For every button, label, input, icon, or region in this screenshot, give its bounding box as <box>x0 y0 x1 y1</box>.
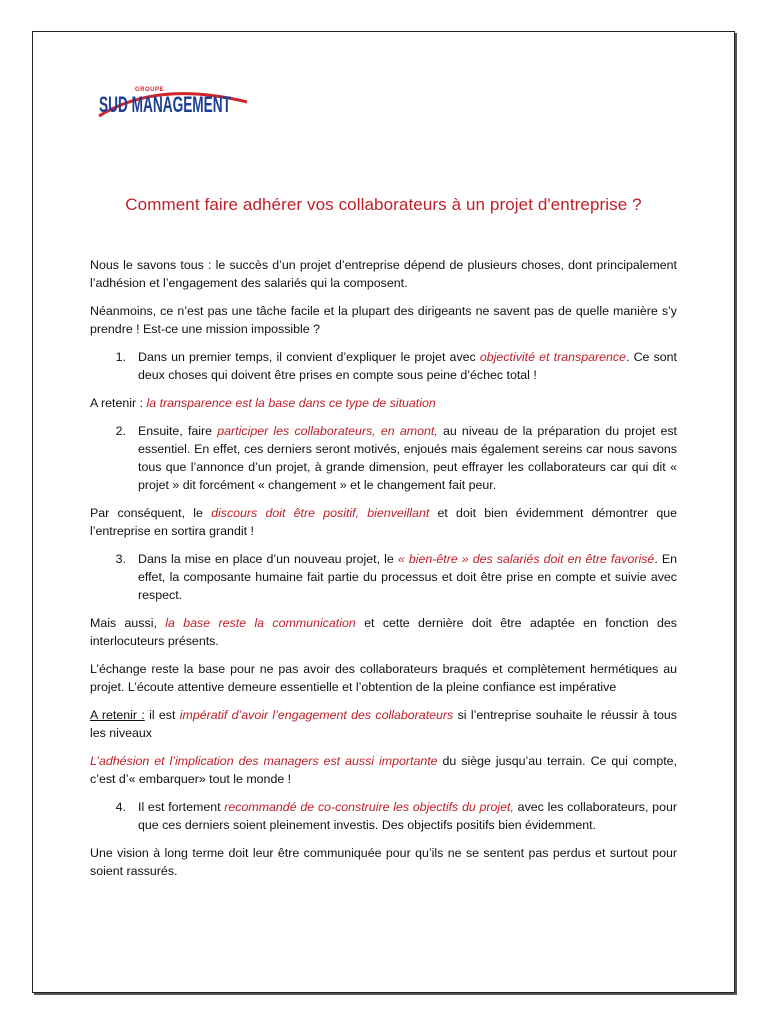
list-number: 3. <box>115 552 126 566</box>
list-text: Dans la mise en place d’un nouveau projet, le « bien-être » des salariés doit en être favorisé. En effet, la composante humaine fait partie du processus et doit être prise en compte et suivie avec respect. <box>138 552 677 602</box>
list-text: Il est fortement recommandé de co-construire les objectifs du projet, avec les collaborateurs, pour que ces derniers soient pleinement investis. Des objectifs positifs bien évidemment. <box>138 800 677 832</box>
list-item-4 <box>90 798 677 834</box>
paragraph-exchange: L’échange reste la base pour ne pas avoir des collaborateurs braqués et complètement hermétiques au projet. L’écoute attentive demeure essentielle et l’obtention de la pleine confiance est impérative <box>90 662 677 694</box>
paragraph-consequence: Par conséquent, le discours doit être positif, bienveillant et doit bien évidemment démontrer que l’entreprise en sortira grandit ! <box>90 506 677 538</box>
retenir-note-2: A retenir : il est impératif d’avoir l’engagement des collaborateurs si l’entreprise souhaite le réussir à tous les niveaux <box>90 708 677 740</box>
logo-group-label: GROUPE <box>135 87 165 93</box>
paragraph-vision: Une vision à long terme doit leur être communiquée pour qu’ils ne se sentent pas perdus et surtout pour soient rassurés. <box>90 846 677 878</box>
list-text: Ensuite, faire participer les collaborateurs, en amont, au niveau de la préparation du projet est essentiel. En effet, ces derniers seront motivés, enjoués mais également sereins car nous savons tous que l’annonce d’un projet, à grande dimension, peut effrayer les collaborateurs car qui dit « projet » dit forcément « changement » et le changement fait peur. <box>138 424 677 492</box>
list-number: 2. <box>115 424 126 438</box>
logo-name: SUD MANAGEMENT <box>99 92 232 118</box>
list-item-2 <box>90 422 677 494</box>
document-page <box>32 31 735 993</box>
sud-management-logo <box>97 78 277 148</box>
retenir-note-1: A retenir : la transparence est la base dans ce type de situation <box>90 396 436 410</box>
list-text: Dans un premier temps, il convient d’expliquer le projet avec objectivité et transparence. Ce sont deux choses qui doivent être prises en compte sous peine d’échec total ! <box>138 350 677 382</box>
paragraph-intro: Nous le savons tous : le succès d’un projet d’entreprise dépend de plusieurs choses, dont principalement l’adhésion et l’engagement des salariés qui la composent. <box>90 258 677 290</box>
list-number: 1. <box>115 350 126 364</box>
list-item-1 <box>90 348 677 384</box>
paragraph-communication: Mais aussi, la base reste la communication et cette dernière doit être adaptée en fonction des interlocuteurs présents. <box>90 616 677 648</box>
list-number: 4. <box>115 800 126 814</box>
list-item-3 <box>90 550 677 604</box>
document-body <box>90 256 677 890</box>
paragraph-managers: L’adhésion et l’implication des managers est aussi importante du siège jusqu’au terrain. Ce qui compte, c’est d’« embarquer» tout le monde ! <box>90 754 677 786</box>
paragraph-question: Néanmoins, ce n’est pas une tâche facile et la plupart des dirigeants ne savent pas de quelle manière s’y prendre ! Est-ce une mission impossible ? <box>90 304 677 336</box>
document-title: Comment faire adhérer vos collaborateurs à un projet d'entreprise ? <box>125 195 642 214</box>
